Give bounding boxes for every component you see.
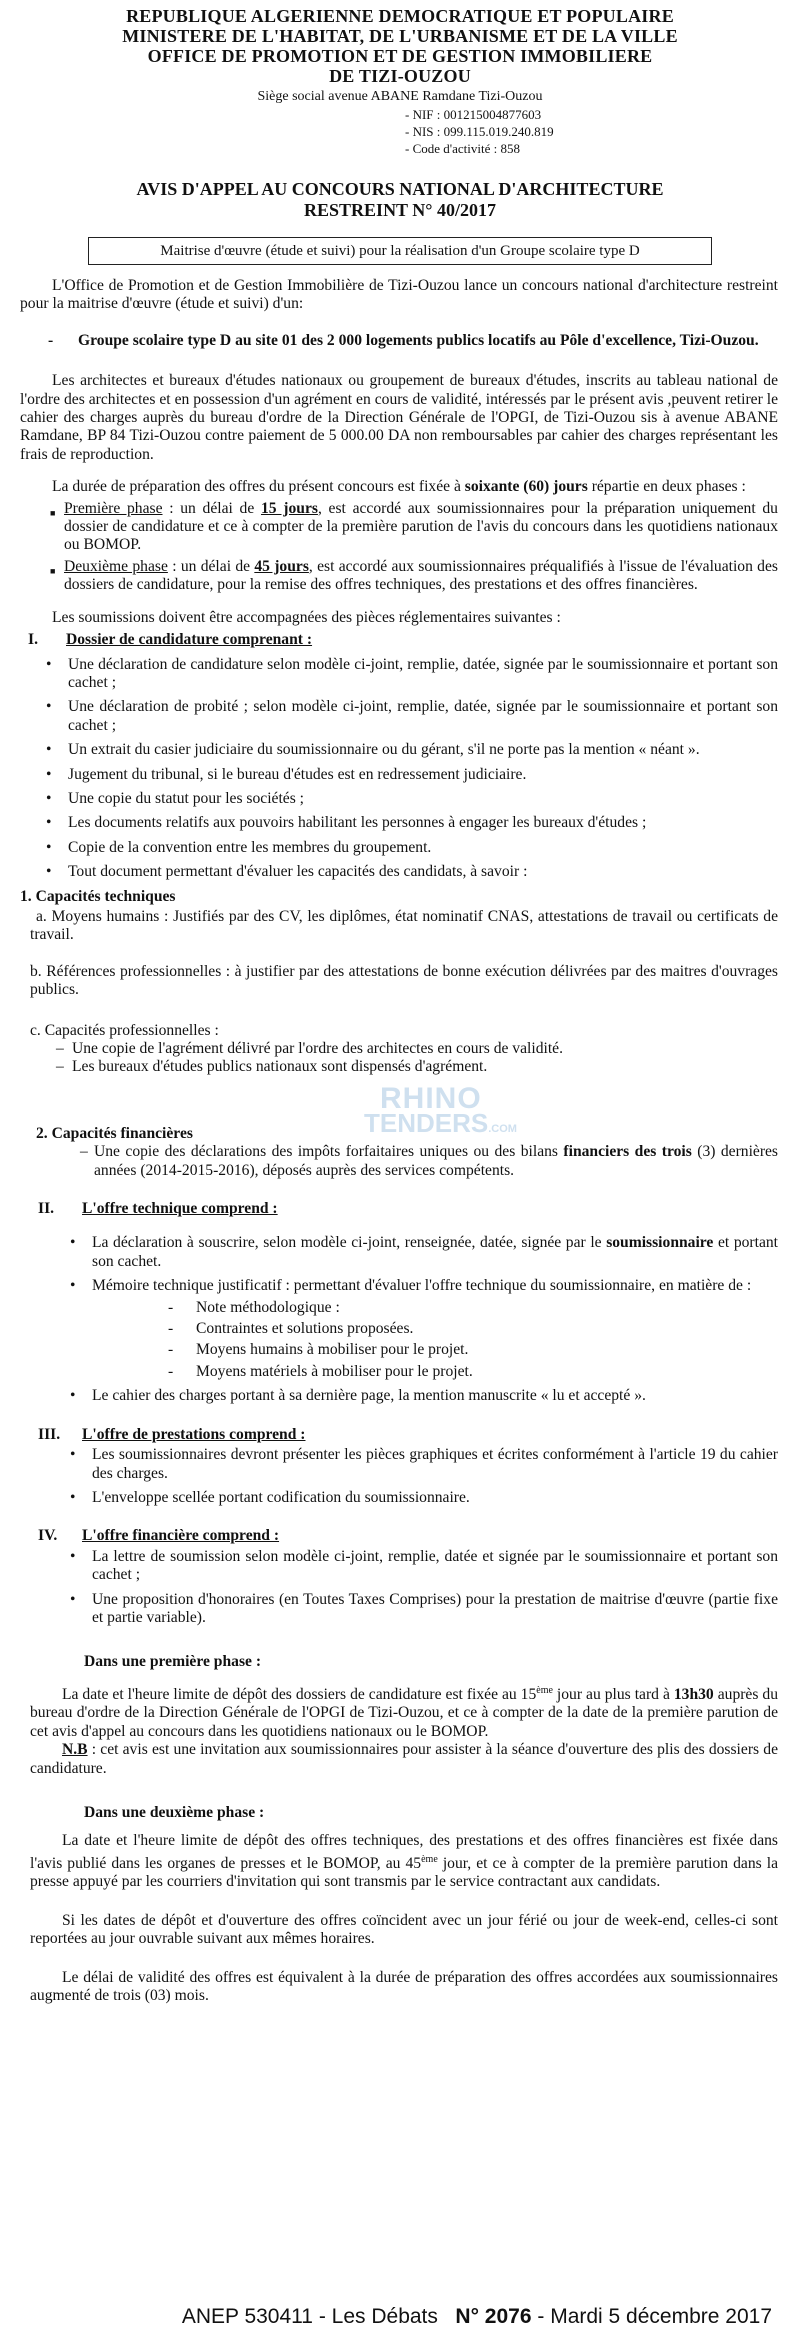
phase-text: : un délai de xyxy=(167,557,255,575)
bullet-icon: • xyxy=(70,1488,76,1506)
list-item-text: Les bureaux d'études publics nationaux sont dispensés d'agrément. xyxy=(72,1058,488,1076)
separator: - xyxy=(312,2305,332,2328)
dash-mark: - xyxy=(168,1320,174,1338)
phase-1-text: auprès du bureau d'ordre de la Direction Générale de l'OPGI de Tizi-Ouzou, et ce à compter de la date de la première parution de cet avis d'appel au concours dans les quotidiens nationaux ou le BOMOP. xyxy=(30,1685,778,1740)
nb-label: N.B xyxy=(62,1741,88,1759)
activity-code: - Code d'activité : 858 xyxy=(405,141,520,156)
list-item-text: La lettre de soumission selon modèle ci-joint, remplie, datée et signée par le soumissionnaire et portant son cachet ; xyxy=(92,1547,778,1584)
list-item xyxy=(70,1234,778,1271)
phase-1-text: jour au plus tard à xyxy=(552,1685,674,1703)
watermark-text: RHINO xyxy=(380,1082,482,1115)
identifiers xyxy=(405,106,800,157)
duration-paragraph xyxy=(20,478,778,496)
bullet-icon: • xyxy=(70,1277,76,1295)
list-item xyxy=(70,1277,778,1295)
list-item xyxy=(168,1299,778,1317)
duration-text: répartie en deux phases : xyxy=(587,478,746,496)
phase-item xyxy=(50,500,778,555)
newspaper-name: Les Débats xyxy=(331,2305,438,2328)
watermark-text xyxy=(364,1108,517,1139)
bullet-icon: • xyxy=(46,814,52,832)
list-item-text: soumissionnaire xyxy=(606,1234,714,1252)
bullet-icon: • xyxy=(46,765,52,783)
list-item-text: Une copie de l'agrément délivré par l'ordre des architectes en cours de validité. xyxy=(72,1040,563,1057)
headquarters: Siège social avenue ABANE Ramdane Tizi-Ouzou xyxy=(257,89,543,104)
references-professionnelles: b. Références professionnelles : à justifier par des attestations de bonne exécution délivrées par des maitres d'ouvrages publics. xyxy=(30,962,778,999)
anep-reference: ANEP 530411 xyxy=(181,2305,313,2328)
list-item-text: Une proposition d'honoraires (en Toutes Taxes Comprises) pour la prestation de maitrise d'œuvre (partie fixe et partie variable). xyxy=(92,1590,778,1626)
dash-mark: – xyxy=(80,1143,88,1161)
phase-2-text: jour, et ce à compter de la première parution dans la presse appuyé par les courriers d'invitation qui sont transmis par le service contractant aux candidats. xyxy=(30,1854,778,1891)
dash-mark: - xyxy=(48,331,54,349)
footer-line xyxy=(0,2305,800,2329)
list-item-text: Un extrait du casier judiciaire du soumissionnaire ou du gérant, s'il ne porte pas la mention « néant ». xyxy=(68,741,700,759)
bullet-icon: • xyxy=(70,1387,76,1405)
phase-2-title: Dans une deuxième phase : xyxy=(84,1803,265,1821)
list-item-text: Tout document permettant d'évaluer les capacités des candidats, à savoir : xyxy=(68,863,528,881)
list-item-text: Une déclaration de probité ; selon modèle ci-joint, remplie, datée, signée par le soumissionnaire et portant son cachet ; xyxy=(68,698,778,734)
eligibility-paragraph: Les architectes et bureaux d'études nationaux ou groupement de bureaux d'études, inscrits au tableau national de l'ordre des architectes et en possession d'un agrément en cours de validité, intéressés par le présent avis ,peuvent retirer le cahier des charges auprès du bureau d'ordre de la Direction Générale de l'OPGI, de Tizi-Ouzou sis à avenue ABANE Ramdane, BP 84 Tizi-Ouzou contre paiement de 5 000.00 DA non remboursables par cahier des charges représentant les frais de reproduction. xyxy=(20,372,778,463)
bullet-icon: • xyxy=(46,741,52,759)
list-item-text: Jugement du tribunal, si le bureau d'études est en redressement judiciaire. xyxy=(68,765,527,783)
notice-title xyxy=(0,179,800,221)
list-item xyxy=(168,1320,778,1338)
list-item xyxy=(46,656,778,693)
list-item xyxy=(46,766,778,784)
spacer xyxy=(438,2305,456,2328)
header-line: MINISTERE DE L'HABITAT, DE L'URBANISME ET DE LA VILLE xyxy=(122,26,678,46)
bullet-icon: • xyxy=(46,789,52,807)
capacites-techniques-title: 1. Capacités techniques xyxy=(20,887,176,905)
section-1-heading xyxy=(28,631,778,649)
list-item xyxy=(70,1591,778,1628)
dash-mark: - xyxy=(168,1362,174,1380)
list-item-text: Copie de la convention entre les membres du groupement. xyxy=(68,838,432,856)
list-item xyxy=(46,741,778,759)
bullet-icon: • xyxy=(46,698,52,716)
notice-number: RESTREINT N° 40/2017 xyxy=(304,200,496,220)
section-title: Dossier de candidature comprenant : xyxy=(66,631,313,649)
phase-label: Deuxième phase xyxy=(64,557,168,575)
square-bullet-icon: ■ xyxy=(50,507,56,518)
phase-days: 15 jours xyxy=(260,499,318,517)
section-number: II. xyxy=(38,1200,55,1218)
intro-paragraph: L'Office de Promotion et de Gestion Immobilière de Tizi-Ouzou lance un concours national d'architecture restreint pour la maitrise d'œuvre (étude et suivi) d'un: xyxy=(20,277,778,313)
bullet-icon: • xyxy=(46,838,52,856)
duration-text: La durée de préparation des offres du présent concours est fixée à xyxy=(52,478,465,496)
nif: - NIF : 001215004877603 xyxy=(405,107,542,122)
dash-mark: - xyxy=(168,1298,174,1316)
section-number: IV. xyxy=(38,1527,58,1545)
notice-title-line: AVIS D'APPEL AU CONCOURS NATIONAL D'ARCHITECTURE xyxy=(136,179,664,199)
list-item-text: Contraintes et solutions proposées. xyxy=(196,1320,414,1338)
phase-1-paragraph xyxy=(30,1682,778,1741)
section-title: L'offre financière comprend : xyxy=(82,1527,280,1545)
bullet-icon: • xyxy=(70,1234,76,1252)
square-bullet-icon: ■ xyxy=(50,565,56,576)
header-line: OFFICE DE PROMOTION ET DE GESTION IMMOBILIERE xyxy=(147,46,653,66)
list-item xyxy=(70,1548,778,1585)
bullet-icon: • xyxy=(46,863,52,881)
phase-text: , est accordé aux soumissionnaires préqualifiés à l'issue de l'évaluation des dossiers de candidature, pour la remise des offres techniques, des prestations et des offres financières. xyxy=(64,557,778,594)
section-4-heading xyxy=(38,1527,778,1545)
dash-mark: – xyxy=(56,1040,64,1057)
list-item xyxy=(70,1387,778,1405)
list-item-text: Une copie du statut pour les sociétés ; xyxy=(68,789,305,807)
list-item-text: (3) dernières années (2014-2015-2016), déposés auprès des services compétents. xyxy=(94,1143,779,1179)
bullet-icon: • xyxy=(46,655,52,673)
list-item-text: La déclaration à souscrire, selon modèle ci-joint, renseignée, datée, signée par le xyxy=(92,1234,607,1252)
pieces-intro: Les soumissions doivent être accompagnées des pièces réglementaires suivantes : xyxy=(52,608,561,626)
list-item xyxy=(56,1040,778,1058)
bullet-icon: • xyxy=(70,1590,76,1608)
nb-text: : cet avis est une invitation aux soumissionnaires pour assister à la séance d'ouverture des plis des dossiers de candidature. xyxy=(30,1741,778,1777)
list-item-text: et portant son cachet. xyxy=(92,1234,778,1270)
list-item-text: L'enveloppe scellée portant codification du soumissionnaire. xyxy=(92,1488,470,1506)
list-item-text: Les soumissionnaires devront présenter les pièces graphiques et écrites conformément à l'article 19 du cahier des charges. xyxy=(92,1446,778,1482)
holiday-paragraph: Si les dates de dépôt et d'ouverture des offres coïncident avec un jour férié ou jour de week-end, celles-ci sont reportées au jour ouvrable suivant aux mêmes horaires. xyxy=(30,1911,778,1948)
list-item-text: Mémoire technique justificatif : permettant d'évaluer l'offre technique du soumissionnaire, en matière de : xyxy=(92,1277,752,1295)
list-item xyxy=(168,1341,778,1359)
list-item xyxy=(46,698,778,735)
header-line: REPUBLIQUE ALGERIENNE DEMOCRATIQUE ET POPULAIRE xyxy=(126,6,674,26)
phase-1-text: La date et l'heure limite de dépôt des dossiers de candidature est fixée au 15 xyxy=(62,1685,537,1703)
watermark-com: .COM xyxy=(488,1123,517,1135)
nb-paragraph xyxy=(30,1741,778,1778)
list-item-text: financiers des trois xyxy=(563,1143,692,1161)
section-3-heading xyxy=(38,1426,778,1444)
section-title: L'offre technique comprend : xyxy=(82,1200,278,1218)
list-item-text: Moyens matériels à mobiliser pour le projet. xyxy=(196,1362,473,1380)
section-number: III. xyxy=(38,1425,61,1443)
phase-2-text: La date et l'heure limite de dépôt des offres techniques, des prestations et des offres financières est fixée dans l'avis publié dans les organes de presses et le BOMOP, au 45 xyxy=(30,1832,778,1872)
list-item-text: Les documents relatifs aux pouvoirs habilitant les personnes à engager les bureaux d'études ; xyxy=(68,814,647,832)
footer xyxy=(0,2305,800,2329)
list-item xyxy=(46,814,778,832)
moyens-humains: a. Moyens humains : Justifiés par des CV, les diplômes, état nominatif CNAS, attestations de travail ou certificats de travail. xyxy=(30,907,778,944)
phase-text: , est accordé aux soumissionnaires pour la préparation uniquement du dossier de candidature et ce à compter de la première parution de l'avis du concours dans les quotidiens nationaux ou BOMOP. xyxy=(64,499,778,554)
phase-days: 45 jours xyxy=(254,557,309,575)
bullet-icon: • xyxy=(70,1446,76,1464)
header xyxy=(0,0,800,265)
list-item xyxy=(80,1143,778,1180)
list-item xyxy=(168,1363,778,1381)
rhino-tenders-watermark xyxy=(340,1082,517,1138)
capacites-financieres-title: 2. Capacités financières xyxy=(36,1124,193,1142)
dash-mark: – xyxy=(56,1058,64,1076)
duration-days: soixante (60) jours xyxy=(464,478,588,496)
list-item-text: Le cahier des charges portant à sa dernière page, la mention manuscrite « lu et accepté ». xyxy=(92,1387,646,1405)
validity-paragraph: Le délai de validité des offres est équivalent à la durée de préparation des offres accordées aux soumissionnaires augmenté de trois (03) mois. xyxy=(30,1968,778,2004)
deadline-time: 13h30 xyxy=(673,1685,714,1703)
section-title: L'offre de prestations comprend : xyxy=(82,1425,306,1443)
nis: - NIS : 099.115.019.240.819 xyxy=(405,124,554,139)
issue-number: N° 2076 xyxy=(455,2305,532,2328)
superscript: ème xyxy=(421,1853,438,1865)
bullet-icon: • xyxy=(70,1547,76,1565)
list-item-text: Une déclaration de candidature selon modèle ci-joint, remplie, datée, signée par le soumissionnaire et portant son cachet ; xyxy=(68,655,778,691)
dash-mark: - xyxy=(168,1341,174,1359)
watermark-tenders: TENDERS xyxy=(364,1108,489,1138)
project-item xyxy=(48,332,778,350)
list-item xyxy=(56,1058,778,1076)
phase-item xyxy=(50,558,778,595)
list-item xyxy=(70,1446,778,1483)
separator: - xyxy=(531,2305,551,2328)
candidature-list xyxy=(46,656,778,882)
list-item-text: Note méthodologique : xyxy=(196,1298,340,1316)
object-box: Maitrise d'œuvre (étude et suivi) pour la réalisation d'un Groupe scolaire type D xyxy=(88,237,712,265)
issue-date: Mardi 5 décembre 2017 xyxy=(550,2305,772,2328)
section-2-heading xyxy=(38,1200,778,1218)
list-item-text: Moyens humains à mobiliser pour le projet. xyxy=(196,1341,469,1359)
section-number: I. xyxy=(28,631,38,649)
header-line: DE TIZI-OUZOU xyxy=(329,66,471,86)
phase-1-title: Dans une première phase : xyxy=(84,1653,262,1671)
capacites-professionnelles: c. Capacités professionnelles : xyxy=(30,1021,219,1039)
list-item xyxy=(46,790,778,808)
phase-text: : un délai de xyxy=(162,499,261,517)
superscript: ème xyxy=(536,1684,553,1696)
phase-label: Première phase xyxy=(64,499,163,517)
phase-2-paragraph xyxy=(30,1832,778,1891)
list-item xyxy=(70,1489,778,1507)
list-item-text: Une copie des déclarations des impôts forfaitaires uniques ou des bilans xyxy=(94,1143,564,1161)
list-item xyxy=(46,863,778,881)
list-item xyxy=(46,839,778,857)
project-text: Groupe scolaire type D au site 01 des 2 000 logements publics locatifs au Pôle d'excellence, Tizi-Ouzou. xyxy=(78,331,759,349)
